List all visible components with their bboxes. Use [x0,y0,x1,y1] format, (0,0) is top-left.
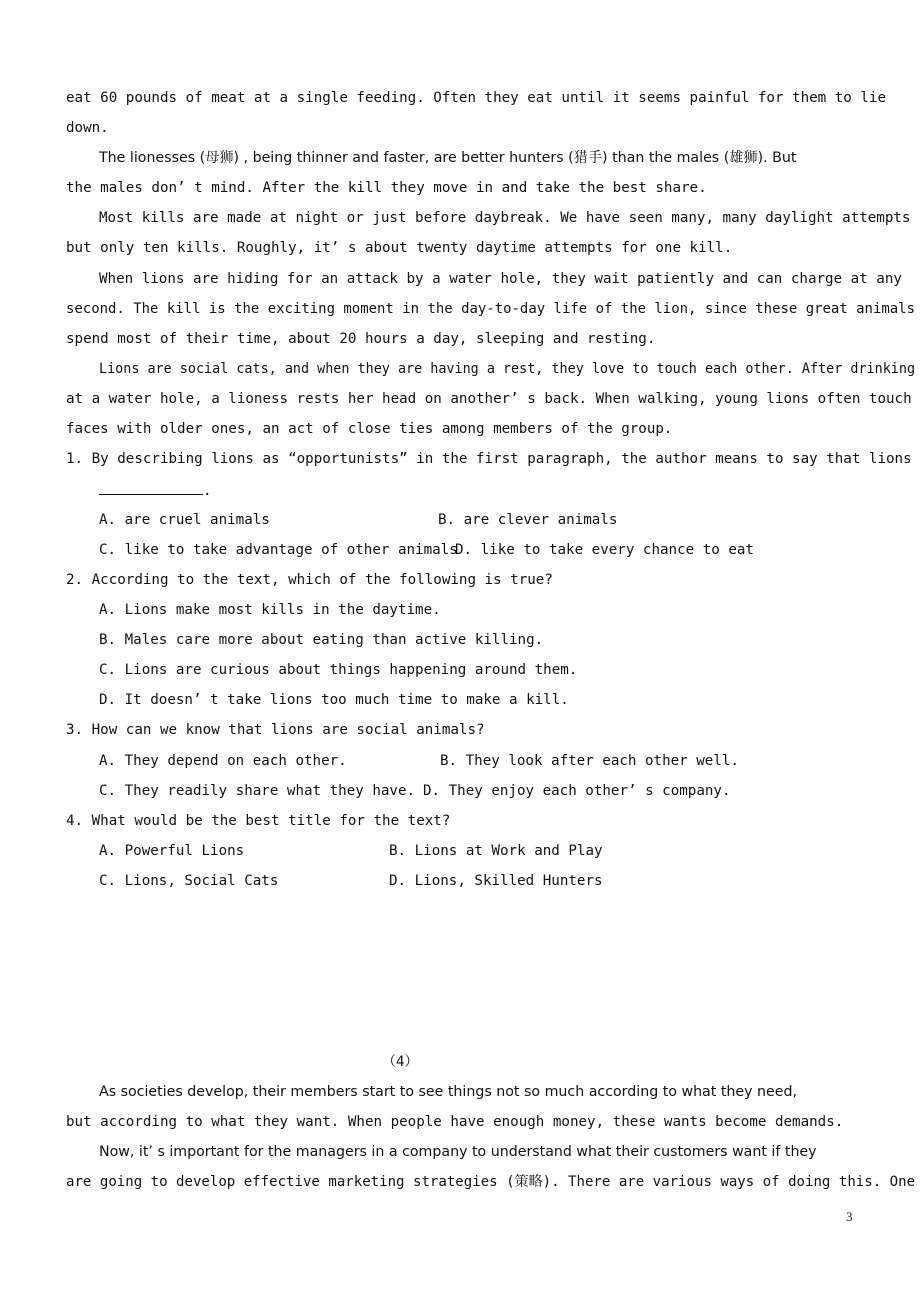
option-a: A. Lions make most kills in the daytime. [99,602,441,618]
option-a: A. They depend on each other. [99,753,347,769]
option-b: B. Lions at Work and Play [389,843,603,859]
option-d: D. Lions, Skilled Hunters [389,873,603,889]
passage-line: are going to develop effective marketing strategies (策略). There are various ways of doing this. One [66,1174,916,1190]
passage-line: Most kills are made at night or just before daybreak. We have seen many, many daylight attempts [99,210,911,226]
passage-line: the males don’ t mind. After the kill they move in and take the best share. [66,180,707,196]
passage-line: When lions are hiding for an attack by a water hole, they wait patiently and can charge at any [99,271,902,287]
option-d: D. They enjoy each other’ s company. [423,783,731,799]
page-number: 3 [846,1209,853,1224]
option-b: B. They look after each other well. [440,753,739,769]
passage-line: As societies develop, their members start to see things not so much according to what they need, [99,1084,797,1100]
option-c: C. like to take advantage of other animals [99,542,458,558]
option-c: C. They readily share what they have. [99,783,416,799]
answer-blank [99,480,203,495]
passage-line: but according to what they want. When people have enough money, these wants become demands. [66,1114,844,1130]
passage-line: down. [66,120,109,136]
option-d: D. like to take every chance to eat [455,542,754,558]
option-a: A. Powerful Lions [99,843,245,859]
passage-line: but only ten kills. Roughly, it’ s about twenty daytime attempts for one kill. [66,240,733,256]
passage-line: The lionesses (母狮) , being thinner and faster, are better hunters (猎手) than the males (雄狮). But [99,150,797,166]
question-stem: 1. By describing lions as “opportunists” in the first paragraph, the author means to say that lions [66,451,912,467]
stem-end: . [203,483,212,499]
passage-line: spend most of their time, about 20 hours a day, sleeping and resting. [66,331,656,347]
passage-line: faces with older ones, an act of close ties among members of the group. [66,421,673,437]
option-b: B. are clever animals [438,512,618,528]
option-d: D. It doesn’ t take lions too much time to make a kill. [99,692,569,708]
passage-line: eat 60 pounds of meat at a single feeding. Often they eat until it seems painful for them to lie [66,90,886,106]
question-stem: 2. According to the text, which of the following is true? [66,572,553,588]
answer-blank-line [99,480,212,500]
passage-line: second. The kill is the exciting moment in the day-to-day life of the lion, since these great animals [66,301,915,317]
option-c: C. Lions are curious about things happening around them. [99,662,578,678]
option-a: A. are cruel animals [99,512,270,528]
passage-line: Lions are social cats, and when they are having a rest, they love to touch each other. After drinking [99,361,916,377]
section-heading: （4） [382,1054,419,1070]
passage-line: at a water hole, a lioness rests her head on another’ s back. When walking, young lions often touch [66,391,912,407]
passage-line: Now, it’ s important for the managers in a company to understand what their customers want if they [99,1144,817,1160]
option-b: B. Males care more about eating than active killing. [99,632,544,648]
question-stem: 3. How can we know that lions are social animals? [66,722,485,738]
option-c: C. Lions, Social Cats [99,873,279,889]
question-stem: 4. What would be the best title for the text? [66,813,451,829]
